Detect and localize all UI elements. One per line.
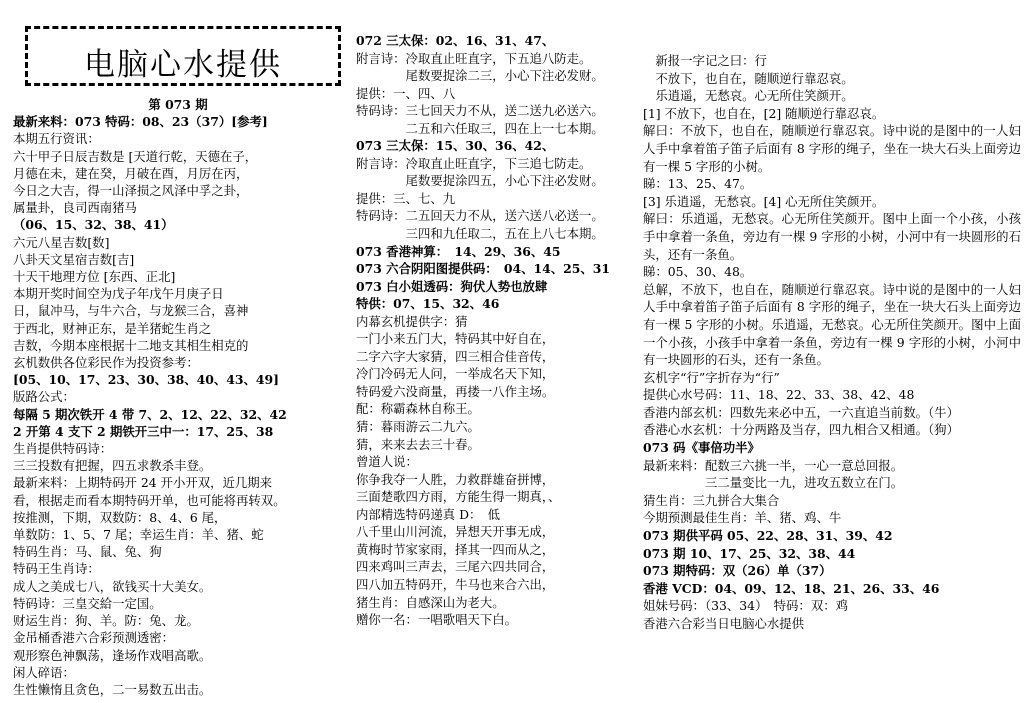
col2-line: 配：称霸森林自称王。 (356, 401, 480, 417)
col1-line: 闲人碎语： (13, 664, 75, 680)
col2-line: 三四和九任取二，五在上八七本期。 (356, 226, 604, 242)
col2-line: 猜，来来去去三十春。 (356, 436, 480, 452)
col3-line: [1] 不放下，也自在，[2] 随顺逆行靠忍哀。 (643, 105, 885, 121)
col2-line: 073 香港神算： 14、29、36、45 (356, 243, 561, 259)
col2-line: 冷门冷码无人问，一举成名天下知， (356, 366, 555, 382)
col1-line: 特码王生肖诗： (13, 561, 100, 577)
col1-line: 属量卦，良司西南猪马 (13, 200, 137, 216)
col1-line: 单数防：1、5、7 尾；幸运生肖：羊、猪、蛇 (13, 527, 264, 543)
col1-line: 十天干地理方位 [东西、正北] (13, 269, 176, 285)
col2-line: 特码诗：二五回天力不从，送六送八必送一。 (356, 208, 604, 224)
page-title: 电脑心水提供 (84, 47, 282, 83)
col2-line: 猪生肖：自感深山为老大。 (356, 594, 505, 610)
col1-line: 月德在未，建在癸，月破在酉，月厉在丙， (13, 165, 249, 181)
col3-line: 睇：05、30、48。 (643, 264, 753, 280)
col2-line: 四来鸡叫三声去，三尾六四共同合， (356, 559, 555, 575)
col2-line: 特码爱六没商量，再搂一八作主场。 (356, 383, 555, 399)
col3-paragraph: 解曰：不放下，也自在，随顺逆行靠忍哀。诗中说的是图中的一人妇人手中拿着笛子笛子后面有 8 字形的绳子，坐在一块大石头上面旁边有一棵 5 字形的小树。 (643, 123, 1021, 174)
col1-line: 特码诗：三皇交給一定国。 (13, 595, 162, 611)
col3-paragraph: 总解，不放下，也自在，随顺逆行靠忍哀。诗中说的是图中的一人妇人手中拿着笛子笛子后面有 8 字形的绳子，坐在一块大石头上面旁边有一棵 5 字形的小树。乐逍遥，无愁哀。心无所住笑颜开。图中上面一个小孩，小孩手中拿着一条鱼，旁边有一棵 9 字形的小树，小河中有一块圆形的石头，还有一条鱼。 (643, 281, 1021, 368)
col1-line: [05、10、17、23、30、38、40、43、49] (13, 372, 280, 388)
col3-line: 猜生肖：三九拼合大集合 (643, 492, 780, 508)
col1-line: 版路公式： (13, 389, 75, 405)
col3-paragraph: 解曰：乐逍遥，无愁哀。心无所住笑颜开。图中上面一个小孩，小孩手中拿着一条鱼，旁边有一棵 9 字形的小树，小河中有一块圆形的石头，还有一条鱼。 (643, 211, 1021, 262)
col2-line: 二五和六任取三，四在上一七本期。 (356, 120, 604, 136)
col2-line: 一门小来五门大，特码其中好自在， (356, 331, 555, 347)
col3-line: 073 码《事倍功半》 (643, 440, 760, 456)
col1-line: 生肖提供特码诗： (13, 441, 113, 457)
col2-line: 特码诗：三七回天力不从，送二送九必送六。 (356, 103, 604, 119)
col2-line: 附言诗：冷取直止旺直字，下三追七防走。 (356, 155, 592, 171)
col3-line: 乐逍遥，无愁哀。心无所住笑颜开。 (643, 88, 854, 104)
col1-line: （06、15、32、38、41） (13, 217, 174, 233)
col2-line: 曾道人说： (356, 454, 418, 470)
right-column (643, 52, 1021, 633)
col2-line: 072 三太保：02、16、31、47、 (356, 33, 555, 48)
col2-line: 提供：一、四、八 (356, 85, 456, 101)
col2-line: 猜：暮雨游云二九六。 (356, 419, 480, 435)
col1-line: 今日之大吉，得一山泽损之风泽中孚之卦， (13, 183, 249, 199)
col3-line: 三二量变比一九，进攻五数立在门。 (643, 475, 904, 491)
col2-line: 特供：07、15、32、46 (356, 296, 500, 312)
col3-line: 香港 VCD：04、09、12、18、21、26、33、46 (643, 580, 940, 596)
middle-column (356, 32, 638, 629)
col3-line: 姐妹号码：（33、34） 特码：双：鸡 (643, 598, 848, 614)
col1-line: 每隔 5 期次铁开 4 带 7、2、12、22、32、42 (13, 406, 287, 422)
left-column (13, 0, 343, 698)
col1-line: 看，根据走而看本期特码开单，也可能将再转双。 (13, 492, 286, 508)
col3-line: 今期预测最佳生肖：羊、猪、鸡、牛 (643, 510, 842, 526)
col3-line: 073 期特码：双（26）单（37） (643, 563, 832, 579)
col3-line: 073 期供平码 05、22、28、31、39、42 (643, 528, 893, 544)
col1-line: 观形察色神飘荡，逢场作戏唱高歌。 (13, 647, 212, 663)
col3-line: 玄机字“行”字折存为“行” (643, 369, 780, 385)
col3-line: [3] 乐逍遥，无愁哀。[4] 心无所住笑颜开。 (643, 193, 885, 209)
col3-line: 新报一字记之曰：行 (643, 53, 767, 68)
col2-line: 内部精选特码递真 D： 低 (356, 506, 500, 522)
col1-line: 成人之美成七八，欲钱买十大美女。 (13, 578, 212, 594)
col1-line: 八卦天文星宿吉数[吉] (13, 251, 135, 267)
col1-line: 三三投数有把握，四五求教杀丰登。 (13, 458, 212, 474)
col1-line: 2 开第 4 支下 2 期铁开三中一：17、25、38 (13, 423, 274, 439)
col1-line: 吉数，今期本座根据十二地支其相生相克的 (13, 337, 249, 353)
col1-line: 日，鼠冲马，与牛六合，与龙猴三合，喜神 (13, 303, 249, 319)
col2-line: 073 六合阴阳图提供码： 04、14、25、31 (356, 261, 611, 277)
col3-line: 最新来料：配数三六挑一半，一心一意总回报。 (643, 457, 904, 473)
col1-line: 本期五行资讯： (13, 131, 100, 147)
col2-line: 赠你一名：一唱歌唱天下白。 (356, 612, 518, 628)
col1-line: 按推测，下期，双数防：8、4、6 尾， (13, 509, 227, 525)
col1-line: 于西北，财神正东，是羊猪蛇生肖之 (13, 320, 212, 336)
col2-line: 二字六字大家猜，四三相合佳音传， (356, 348, 555, 364)
col3-line: 香港内部玄机：四数先来必中五，一六直追当前数。（牛） (643, 404, 959, 420)
col2-line: 四八加五特码开，牛马也来合六出， (356, 576, 555, 592)
col2-line: 你争我夺一人胜，力救群雄奋拼博， (356, 471, 555, 487)
col1-line: 生性懒惰且贪色，二一易数五出击。 (13, 681, 212, 697)
col2-line: 073 白小姐透码：狗伏人势也放肆 (356, 278, 548, 294)
col2-line: 黄梅时节家家雨，择其一四而从之， (356, 541, 555, 557)
col2-line: 尾数要捉涂二三，小心下注必发财。 (356, 68, 604, 84)
col2-line: 提供：三、七、九 (356, 190, 456, 206)
col3-line: 不放下，也自在，随顺逆行靠忍哀。 (643, 70, 854, 86)
col2-line: 八千里山川河流，异想天开事无成， (356, 524, 555, 540)
col1-line: 六十甲子日辰吉数是 [天道行乾，天德在子， (13, 148, 258, 164)
col2-line: 内幕玄机提供字：猜 (356, 313, 468, 329)
issue-number: 第 073 期 (148, 97, 208, 112)
col2-line: 附言诗：冷取直止旺直字，下五追八防走。 (356, 50, 592, 66)
col1-line: 最新来料：073 特码：08、23（37）[参考] (13, 114, 268, 130)
col3-line: 香港心水玄机：十分两路及当存，四九相合又相通。（狗） (643, 422, 959, 438)
col3-line: 香港六合彩当日电脑心水提供 (643, 616, 805, 631)
col2-line: 三面楚歌四方雨，方能生得一期真，、 (356, 489, 561, 505)
col1-line: 本期开奖时间空为戊子年戊午月庚子日 (13, 286, 224, 302)
col1-line: 六元八星吉数[数] (13, 234, 110, 250)
col1-line: 金吊桶香港六合彩预测透密： (13, 630, 175, 646)
col2-line: 尾数要捉涂四五，小心下注必发财。 (356, 173, 604, 189)
col2-line: 073 三太保：15、30、36、42、 (356, 138, 555, 154)
col1-line: 特码生肖：马、鼠、兔、狗 (13, 544, 162, 560)
col3-line: 073 期 10、17、25、32、38、44 (643, 545, 856, 561)
col3-line: 提供心水号码：11、18、22、33、38、42、48 (643, 387, 915, 403)
col3-line: 睇：13、25、47。 (643, 176, 753, 192)
col1-line: 财运生肖：狗、羊。防：兔、龙。 (13, 613, 199, 629)
col1-line: 最新来料：上期特码开 24 开小开双，近几期来 (13, 475, 273, 491)
col1-line: 玄机数供各位彩民作为投资参考： (13, 355, 199, 371)
